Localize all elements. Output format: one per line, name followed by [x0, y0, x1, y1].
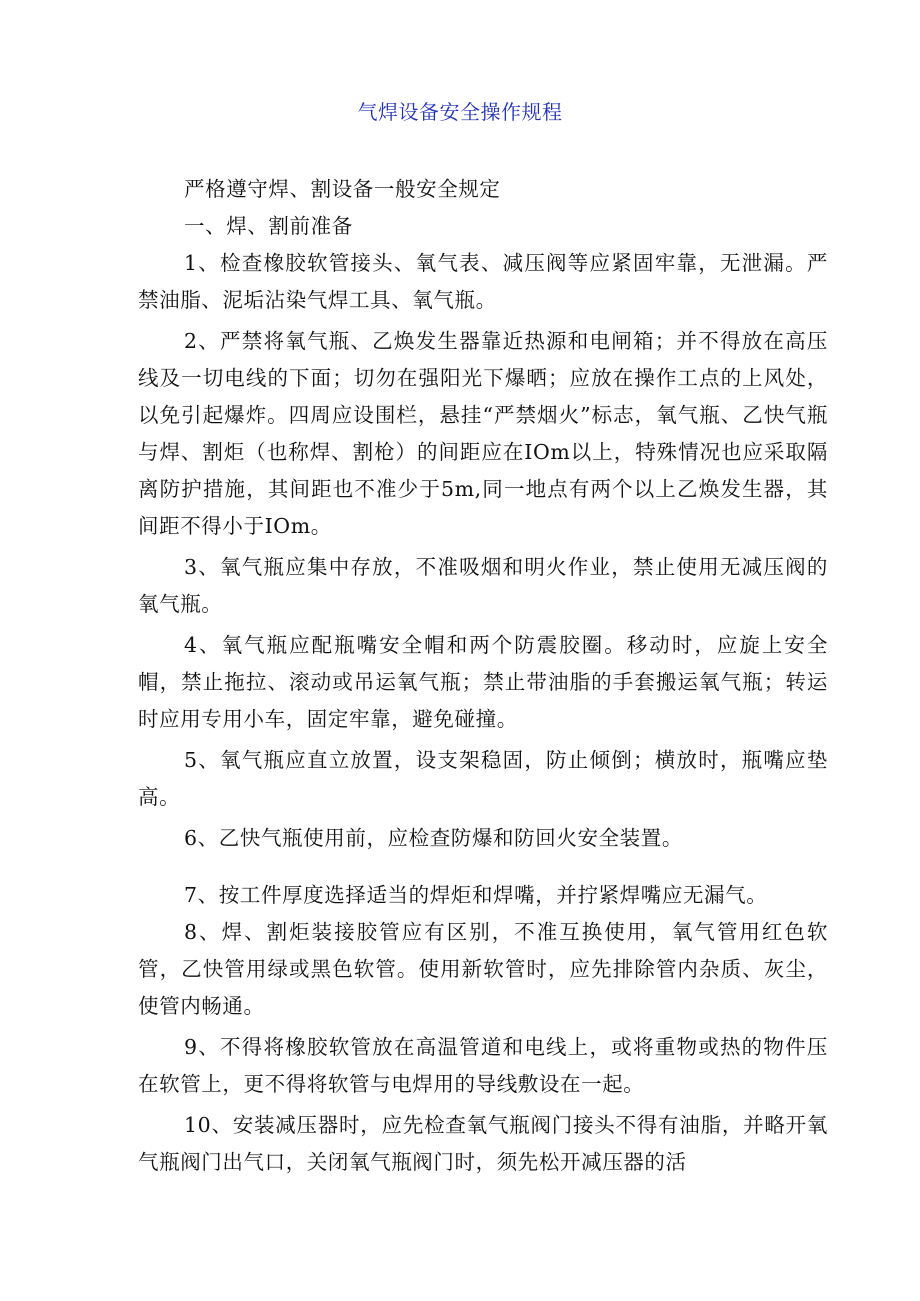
paragraph-4: 4、氧气瓶应配瓶嘴安全帽和两个防震胶圈。移动时，应旋上安全帽，禁止拖拉、滚动或吊运氧气瓶；禁止带油脂的手套搬运氧气瓶；转运时应用专用小车，固定牢靠，避免碰撞。 [138, 633, 828, 731]
paragraph-6: 6、乙快气瓶使用前，应检查防爆和防回火安全装置。 [184, 826, 683, 850]
paragraph-8: 8、焊、割炬装接胶管应有区别，不准互换使用，氧气管用红色软管，乙快管用绿或黑色软管。使用新软管时，应先排除管内杂质、灰尘，使管内畅通。 [138, 920, 828, 1018]
section-heading-preparation: 一、焊、割前准备 [184, 214, 353, 238]
paragraph-1: 1、检查橡胶软管接头、氧气表、减压阀等应紧固牢靠，无泄漏。严禁油脂、泥垢沾染气焊工具、氧气瓶。 [138, 251, 828, 312]
paragraph-2: 2、严禁将氧气瓶、乙焕发生器靠近热源和电闸箱；并不得放在高压线及一切电线的下面；切勿在强阳光下爆晒；应放在操作工点的上风处，以免引起爆炸。四周应设围栏，悬挂“严禁烟火”标志，氧气瓶、乙快气瓶与焊、割炬（也称焊、割枪）的间距应在IOm以上，特殊情况也应采取隔离防护措施，其间距也不准少于5m,同一地点有两个以上乙焕发生器，其间距不得小于IOm。 [138, 329, 828, 538]
document-body [138, 171, 828, 1181]
paragraph-5: 5、氧气瓶应直立放置，设支架稳固，防止倾倒；横放时，瓶嘴应垫高。 [138, 748, 828, 809]
paragraph-7: 7、按工件厚度选择适当的焊炬和焊嘴，并拧紧焊嘴应无漏气。 [184, 883, 768, 907]
section-heading-general: 严格遵守焊、割设备一般安全规定 [184, 177, 501, 201]
page-title: 气焊设备安全操作规程 [357, 100, 563, 124]
paragraph-9: 9、不得将橡胶软管放在高温管道和电线上，或将重物或热的物件压在软管上，更不得将软管与电焊用的导线敷设在一起。 [138, 1035, 828, 1096]
paragraph-3: 3、氧气瓶应集中存放，不准吸烟和明火作业，禁止使用无减压阀的氧气瓶。 [138, 555, 828, 616]
paragraph-10: 10、安装减压器时，应先检查氧气瓶阀门接头不得有油脂，并略开氧气瓶阀门出气口，关闭氧气瓶阀门时，须先松开减压器的活 [138, 1113, 828, 1174]
